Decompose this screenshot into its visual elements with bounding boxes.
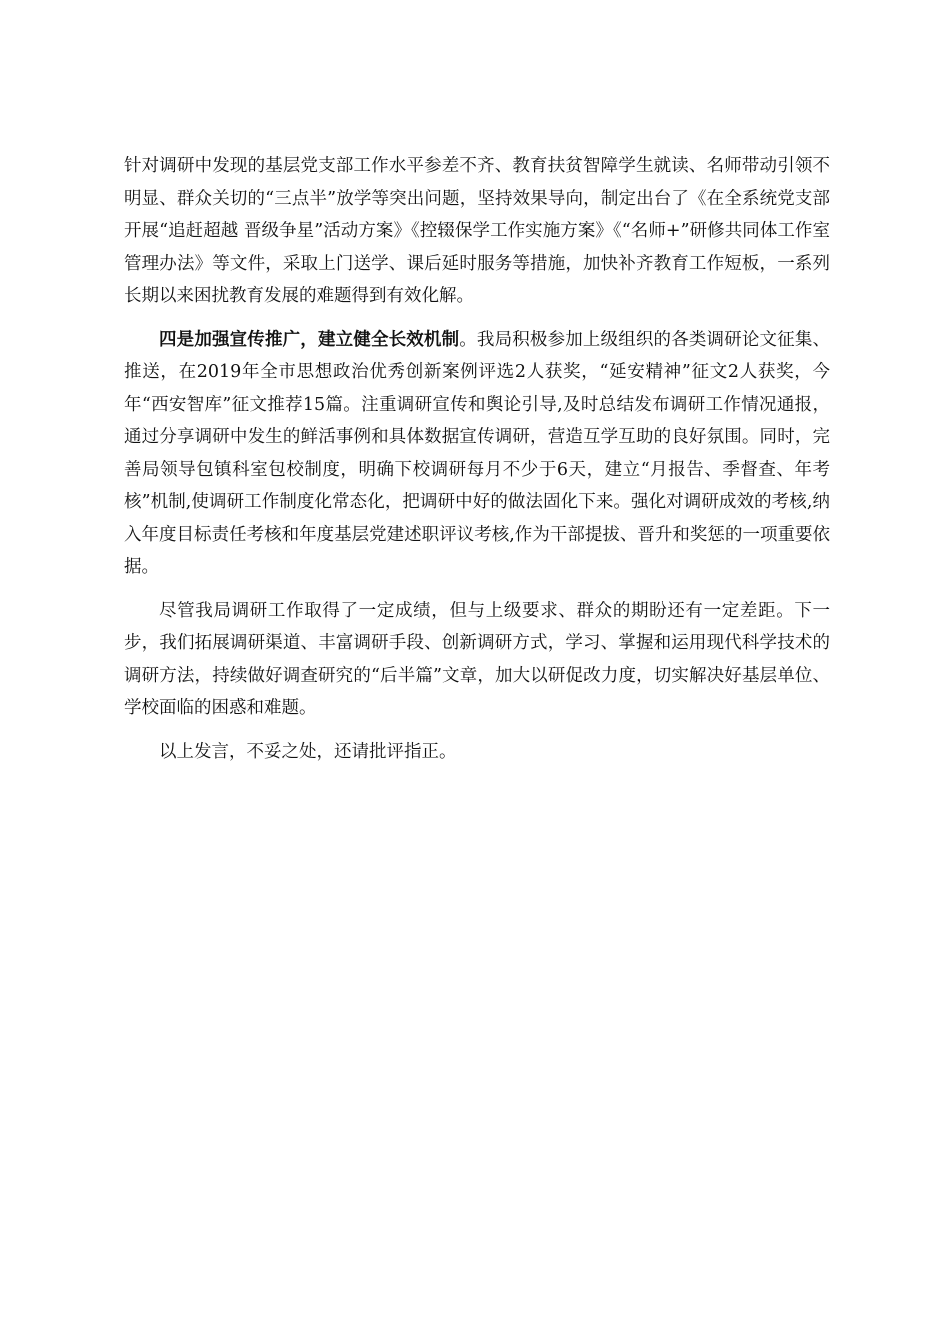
paragraph-2 (124, 324, 830, 584)
paragraph-1 (124, 150, 830, 313)
paragraph-1-text: 针对调研中发现的基层党支部工作水平参差不齐、教育扶贫智障学生就读、名师带动引领不明显、群众关切的“三点半”放学等突出问题，坚持效果导向，制定出台了《在全系统党支部开展“追赶超越 晋级争星”活动方案》《控辍保学工作实施方案》《“名师+”研修共同体工作室管理办法》等文件，采取上门送学、课后延时服务等措施，加快补齐教育工作短板，一系列长期以来困扰教育发展的难题得到有效化解。 (124, 156, 830, 306)
paragraph-3-text: 尽管我局调研工作取得了一定成绩，但与上级要求、群众的期盼还有一定差距。下一步，我们拓展调研渠道、丰富调研手段、创新调研方式，学习、掌握和运用现代科学技术的调研方法，持续做好调查研究的“后半篇”文章，加大以研促改力度，切实解决好基层单位、学校面临的困惑和难题。 (124, 600, 830, 718)
paragraph-4-text: 以上发言，不妥之处，还请批评指正。 (159, 741, 457, 762)
paragraph-3 (124, 595, 830, 725)
paragraph-4 (124, 736, 830, 769)
paragraph-2-text: 。我局积极参加上级组织的各类调研论文征集、推送，在2019年全市思想政治优秀创新案例评选2人获奖，“延安精神”征文2人获奖，今年“西安智库”征文推荐15篇。注重调研宣传和舆论引导,及时总结发布调研工作情况通报，通过分享调研中发生的鲜活事例和具体数据宣传调研，营造互学互助的良好氛围。同时，完善局领导包镇科室包校制度，明确下校调研每月不少于6天，建立“月报告、季督查、年考核”机制,使调研工作制度化常态化，把调研中好的做法固化下来。强化对调研成效的考核,纳入年度目标责任考核和年度基层党建述职评议考核,作为干部提拔、晋升和奖惩的一项重要依据。 (124, 329, 831, 577)
document-body (124, 150, 830, 779)
paragraph-2-heading: 四是加强宣传推广，建立健全长效机制 (159, 329, 460, 350)
